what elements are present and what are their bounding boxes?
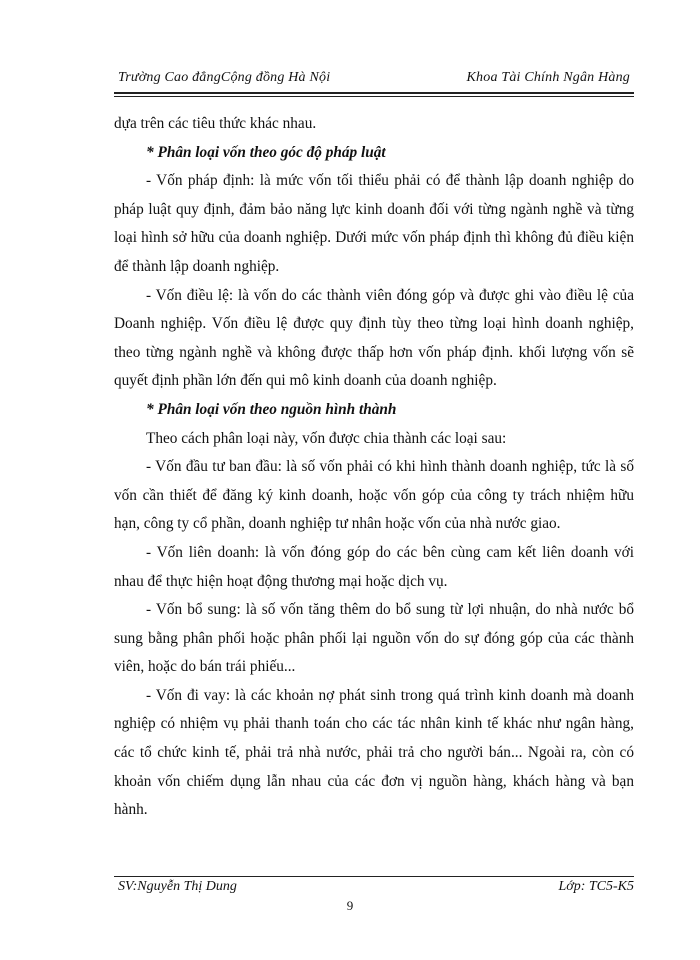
footer-student-name: SV:Nguyễn Thị Dung — [118, 879, 237, 894]
footer-class-code: Lớp: TC5-K5 — [558, 879, 634, 894]
paragraph-additional-capital: - Vốn bổ sung: là số vốn tăng thêm do bổ sung từ lợi nhuận, do nhà nước bổ sung bằng phân phối hoặc phân phối lại nguồn vốn do sự đóng góp của các thành viên, hoặc do bán trái phiếu... — [114, 601, 634, 676]
paragraph-source-intro: Theo cách phân loại này, vốn được chia thành các loại sau: — [146, 429, 507, 447]
page-footer — [114, 879, 634, 899]
paragraph-initial-capital: - Vốn đầu tư ban đầu: là số vốn phải có khi hình thành doanh nghiệp, tức là số vốn cần thiết để đăng ký kinh doanh, hoặc vốn góp của công ty trách nhiệm hữu hạn, công ty cổ phần, doanh nghiệp tư nhân hoặc vốn của nhà nước giao. — [114, 458, 634, 533]
document-body — [114, 110, 634, 825]
paragraph-charter-capital: - Vốn điều lệ: là vốn do các thành viên đóng góp và được ghi vào điều lệ của Doanh nghiệp. Vốn điều lệ được quy định tùy theo từng loại hình doanh nghiệp, theo từng ngành nghề và không được thấp hơn vốn pháp định. khối lượng vốn sẽ quyết định phần lớn đến qui mô kinh doanh của doanh nghiệp. — [114, 286, 634, 390]
header-divider — [114, 92, 634, 94]
paragraph-joint-venture-capital: - Vốn liên doanh: là vốn đóng góp do các bên cùng cam kết liên doanh với nhau để thực hiện hoạt động thương mại hoặc dịch vụ. — [114, 543, 634, 590]
header-school-name: Trường Cao đẳngCộng đồng Hà Nội — [118, 70, 331, 85]
footer-divider — [114, 876, 634, 877]
paragraph-legal-capital: - Vốn pháp định: là mức vốn tối thiểu phải có để thành lập doanh nghiệp do pháp luật quy định, đảm bảo năng lực kinh doanh đối với từng ngành nghề và từng loại hình sở hữu của doanh nghiệp. Dưới mức vốn pháp định thì không đủ điều kiện để thành lập doanh nghiệp. — [114, 172, 634, 275]
page-header — [114, 68, 634, 90]
page-number: 9 — [346, 898, 354, 913]
header-faculty-name: Khoa Tài Chính Ngân Hàng — [466, 70, 630, 85]
paragraph-intro-continued: dựa trên các tiêu thức khác nhau. — [114, 115, 317, 132]
section-heading-legal: * Phân loại vốn theo góc độ pháp luật — [146, 143, 386, 161]
header-divider-thin — [114, 96, 634, 97]
paragraph-borrowed-capital: - Vốn đi vay: là các khoản nợ phát sinh trong quá trình kinh doanh mà doanh nghiệp có nhiệm vụ phải thanh toán cho các tác nhân kinh tế khác như ngân hàng, các tổ chức kinh tế, phải trả nhà nước, phải trả cho người bán... Ngoài ra, còn có khoản vốn chiếm dụng lẫn nhau của các đơn vị nguồn hàng, khách hàng và bạn hành. — [114, 686, 634, 819]
section-heading-source: * Phân loại vốn theo nguồn hình thành — [146, 400, 397, 418]
